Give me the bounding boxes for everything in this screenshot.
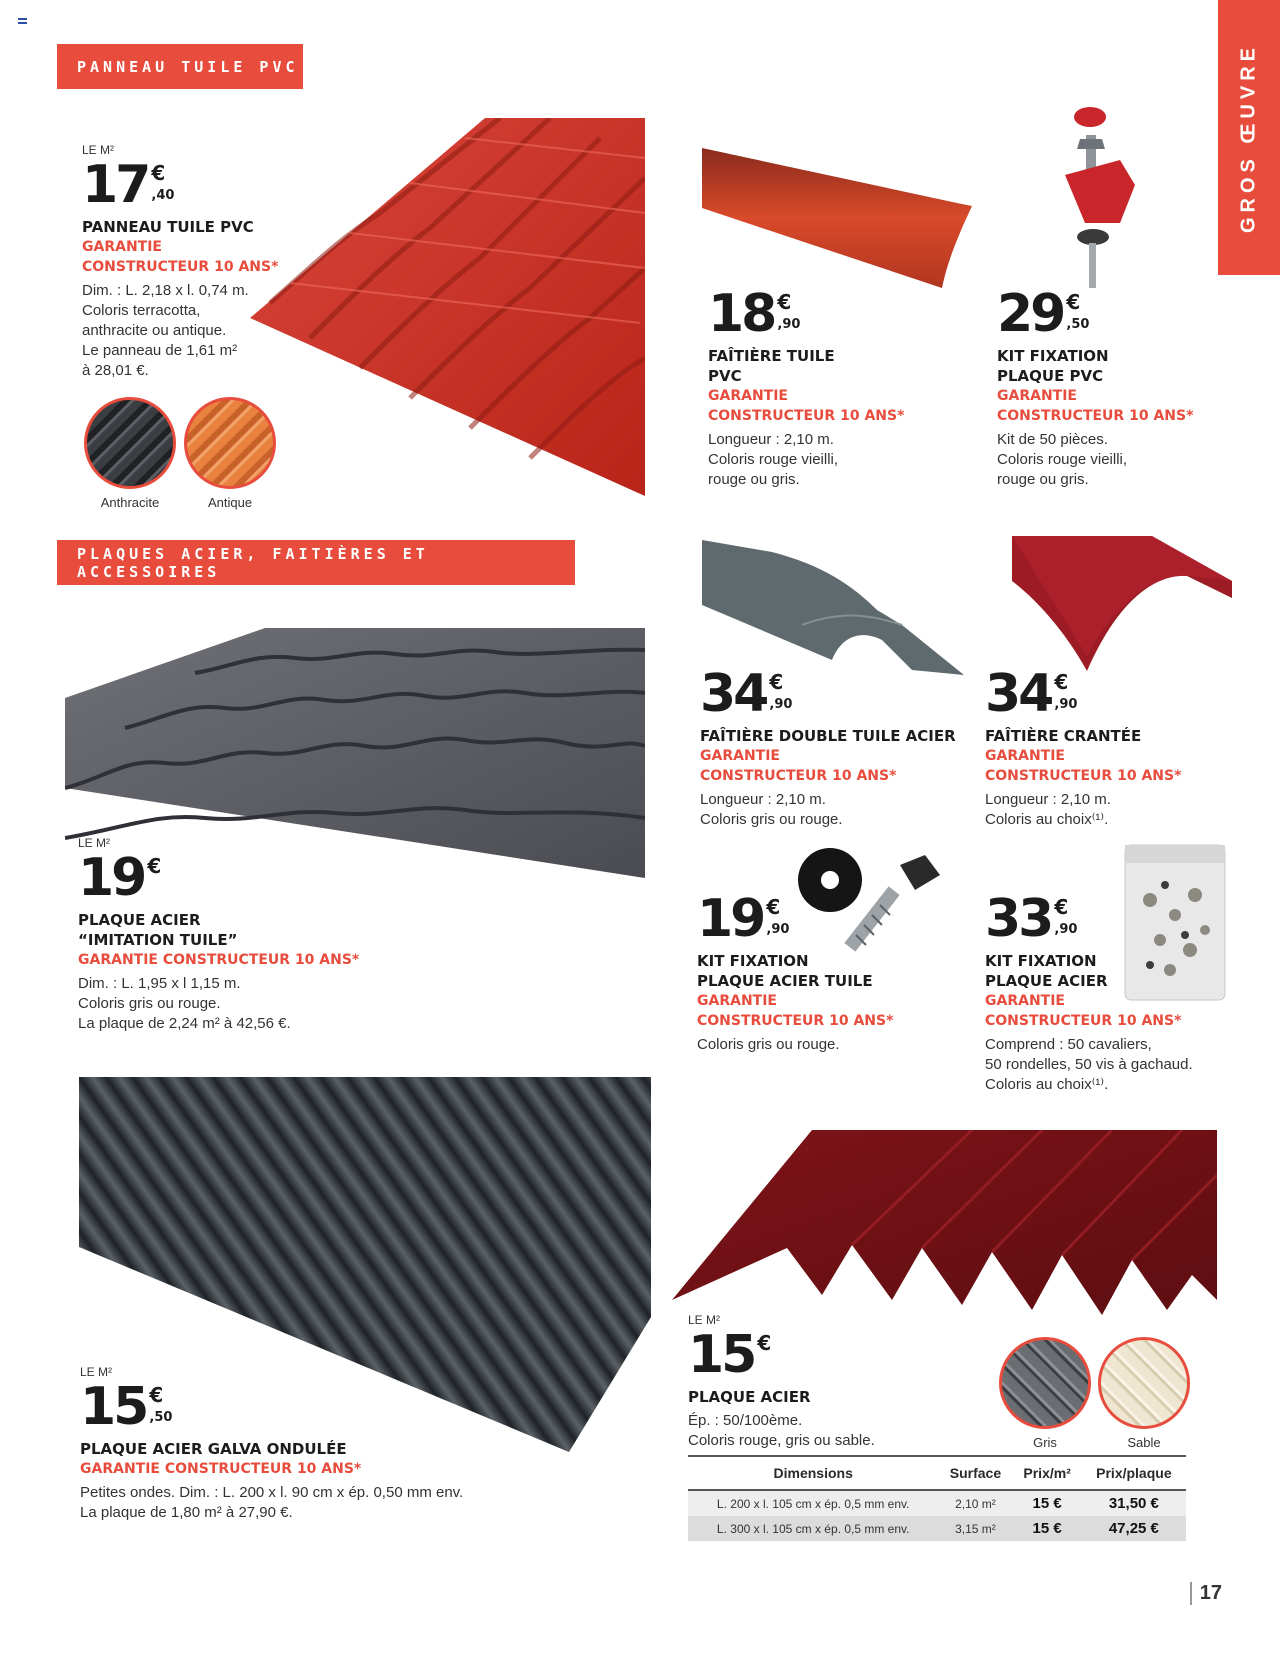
red-steel-sheet-image bbox=[672, 1130, 1217, 1315]
price-cents: ,50 bbox=[1066, 317, 1090, 332]
swatch-antique[interactable] bbox=[180, 397, 280, 510]
product-kit-fixation-pvc bbox=[997, 284, 1237, 490]
unit-label: LE M² bbox=[78, 836, 111, 850]
price-currency: € bbox=[777, 290, 792, 314]
col-prix-m2: Prix/m² bbox=[1013, 1456, 1082, 1490]
price-currency: € bbox=[149, 1383, 164, 1407]
price bbox=[78, 848, 408, 908]
price bbox=[997, 284, 1237, 344]
swatch-label: Anthracite bbox=[100, 495, 160, 510]
guarantee: GARANTIE CONSTRUCTEUR 10 ANS* bbox=[708, 388, 905, 424]
banner-plaques-acier: PLAQUES ACIER, FAITIÈRES ET ACCESSOIRES bbox=[57, 540, 575, 585]
swatch-sable[interactable] bbox=[1094, 1337, 1194, 1450]
description: Longueur : 2,10 m. Coloris rouge vieilli, rouge ou gris. bbox=[708, 431, 839, 488]
price bbox=[985, 889, 1245, 949]
product-name: FAÎTIÈRE DOUBLE TUILE ACIER bbox=[700, 727, 956, 745]
guarantee: GARANTIE CONSTRUCTEUR 10 ANS* bbox=[78, 952, 360, 968]
product-plaque-acier-galva-ondulee bbox=[80, 1365, 600, 1523]
price bbox=[80, 1377, 600, 1437]
product-plaque-acier-imitation-tuile bbox=[78, 836, 408, 1034]
product-name: PLAQUE ACIER GALVA ONDULÉE bbox=[80, 1440, 347, 1458]
description: Coloris gris ou rouge. bbox=[697, 1036, 840, 1053]
product-faitiere-tuile-pvc bbox=[708, 284, 948, 490]
cell-surface: 3,15 m² bbox=[938, 1516, 1012, 1541]
price-integer: 15 bbox=[688, 1325, 755, 1385]
description: Petites ondes. Dim. : L. 200 x l. 90 cm x ép. 0,50 mm env. La plaque de 1,80 m² à 27,90 €. bbox=[80, 1484, 464, 1521]
product-name: KIT FIXATION PLAQUE PVC bbox=[997, 347, 1109, 385]
product-name: PANNEAU TUILE PVC bbox=[82, 218, 254, 236]
product-name: KIT FIXATION PLAQUE ACIER TUILE bbox=[697, 952, 873, 990]
price-table bbox=[688, 1455, 1186, 1541]
pvc-ridge-image bbox=[702, 148, 972, 288]
col-prix-plaque: Prix/plaque bbox=[1082, 1456, 1186, 1490]
price-integer: 33 bbox=[985, 889, 1052, 949]
price-currency: € bbox=[769, 670, 784, 694]
price-currency: € bbox=[1054, 895, 1069, 919]
guarantee: GARANTIE CONSTRUCTEUR 10 ANS* bbox=[997, 388, 1194, 424]
price-cents: ,90 bbox=[1054, 922, 1078, 937]
swatch-gris[interactable] bbox=[995, 1337, 1095, 1450]
swatch-label: Gris bbox=[1033, 1435, 1057, 1450]
cell-dimensions: L. 300 x l. 105 cm x ép. 0,5 mm env. bbox=[688, 1516, 938, 1541]
price-integer: 19 bbox=[78, 848, 145, 908]
price-cents: ,40 bbox=[151, 188, 175, 203]
description: Longueur : 2,10 m. Coloris gris ou rouge. bbox=[700, 791, 843, 828]
price-integer: 17 bbox=[82, 155, 149, 215]
page-number: 17 bbox=[1190, 1582, 1222, 1605]
price-currency: € bbox=[766, 895, 781, 919]
cell-dimensions: L. 200 x l. 105 cm x ép. 0,5 mm env. bbox=[688, 1490, 938, 1516]
price bbox=[700, 664, 960, 724]
swatch-label: Sable bbox=[1127, 1435, 1161, 1450]
description: Dim. : L. 2,18 x l. 0,74 m. Coloris terracotta, anthracite ou antique. Le panneau de 1,61 m² à 28,01 €. bbox=[82, 282, 249, 379]
description: Kit de 50 pièces. Coloris rouge vieilli, rouge ou gris. bbox=[997, 431, 1128, 488]
unit-label: LE M² bbox=[688, 1313, 721, 1327]
price-integer: 34 bbox=[700, 664, 767, 724]
product-name: PLAQUE ACIER bbox=[688, 1388, 811, 1406]
price bbox=[708, 284, 948, 344]
guarantee: GARANTIE CONSTRUCTEUR 10 ANS* bbox=[985, 748, 1182, 784]
price bbox=[697, 889, 937, 949]
price-cents: ,90 bbox=[1054, 697, 1078, 712]
product-plaque-acier bbox=[688, 1313, 948, 1451]
col-dimensions: Dimensions bbox=[688, 1456, 938, 1490]
unit-label: LE M² bbox=[82, 143, 115, 157]
table-row bbox=[688, 1516, 1186, 1541]
pvc-tile-panel-image bbox=[250, 118, 645, 496]
price-cents: ,90 bbox=[777, 317, 801, 332]
description: Ép. : 50/100ème. Coloris rouge, gris ou sable. bbox=[688, 1412, 875, 1449]
pvc-fixing-kit-image bbox=[1060, 105, 1150, 295]
product-panneau-tuile-pvc bbox=[82, 143, 302, 381]
price-currency: € bbox=[1054, 670, 1069, 694]
cell-prix-m2: 15 € bbox=[1013, 1516, 1082, 1541]
price-currency: € bbox=[757, 1331, 772, 1355]
product-kit-fixation-acier-tuile bbox=[697, 889, 937, 1055]
price-currency: € bbox=[1066, 290, 1081, 314]
product-name: PLAQUE ACIER “IMITATION TUILE” bbox=[78, 911, 238, 949]
product-faitiere-crantee bbox=[985, 664, 1225, 830]
cell-prix-plaque: 47,25 € bbox=[1082, 1516, 1186, 1541]
guarantee: GARANTIE CONSTRUCTEUR 10 ANS* bbox=[985, 993, 1182, 1029]
price-currency: € bbox=[151, 161, 166, 185]
guarantee: GARANTIE CONSTRUCTEUR 10 ANS* bbox=[697, 993, 894, 1029]
price-cents: ,90 bbox=[766, 922, 790, 937]
notched-ridge-image bbox=[1012, 536, 1232, 671]
steel-double-ridge-image bbox=[702, 540, 964, 675]
guarantee: GARANTIE CONSTRUCTEUR 10 ANS* bbox=[82, 239, 279, 275]
cell-prix-m2: 15 € bbox=[1013, 1490, 1082, 1516]
banner-panneau-tuile-pvc: PANNEAU TUILE PVC bbox=[57, 44, 303, 89]
product-faitiere-double-tuile-acier bbox=[700, 664, 960, 830]
cell-surface: 2,10 m² bbox=[938, 1490, 1012, 1516]
price-integer: 18 bbox=[708, 284, 775, 344]
guarantee: GARANTIE CONSTRUCTEUR 10 ANS* bbox=[80, 1461, 362, 1477]
swatch-label: Antique bbox=[207, 495, 253, 510]
description: Longueur : 2,10 m. Coloris au choix⁽¹⁾. bbox=[985, 791, 1111, 828]
product-name: KIT FIXATION PLAQUE ACIER bbox=[985, 952, 1108, 990]
price-integer: 34 bbox=[985, 664, 1052, 724]
unit-label: LE M² bbox=[80, 1365, 113, 1379]
menu-icon[interactable] bbox=[18, 18, 27, 26]
price-currency: € bbox=[147, 854, 162, 878]
table-row bbox=[688, 1490, 1186, 1516]
price bbox=[688, 1325, 948, 1385]
product-name: FAÎTIÈRE CRANTÉE bbox=[985, 727, 1142, 745]
cell-prix-plaque: 31,50 € bbox=[1082, 1490, 1186, 1516]
price-cents: ,90 bbox=[769, 697, 793, 712]
price bbox=[985, 664, 1225, 724]
price-integer: 19 bbox=[697, 889, 764, 949]
price-integer: 15 bbox=[80, 1377, 147, 1437]
guarantee: GARANTIE CONSTRUCTEUR 10 ANS* bbox=[700, 748, 897, 784]
price bbox=[82, 155, 302, 215]
product-name: FAÎTIÈRE TUILE PVC bbox=[708, 347, 835, 385]
product-kit-fixation-acier bbox=[985, 889, 1245, 1095]
swatch-anthracite[interactable] bbox=[80, 397, 180, 510]
description: Comprend : 50 cavaliers, 50 rondelles, 50 vis à gachaud. Coloris au choix⁽¹⁾. bbox=[985, 1036, 1193, 1093]
price-cents: ,50 bbox=[149, 1410, 173, 1425]
price-integer: 29 bbox=[997, 284, 1064, 344]
description: Dim. : L. 1,95 x l 1,15 m. Coloris gris ou rouge. La plaque de 2,24 m² à 42,56 €. bbox=[78, 975, 291, 1032]
section-tab[interactable] bbox=[1218, 0, 1280, 275]
section-tab-label: GROS ŒUVRE bbox=[1237, 42, 1260, 233]
col-surface: Surface bbox=[938, 1456, 1012, 1490]
